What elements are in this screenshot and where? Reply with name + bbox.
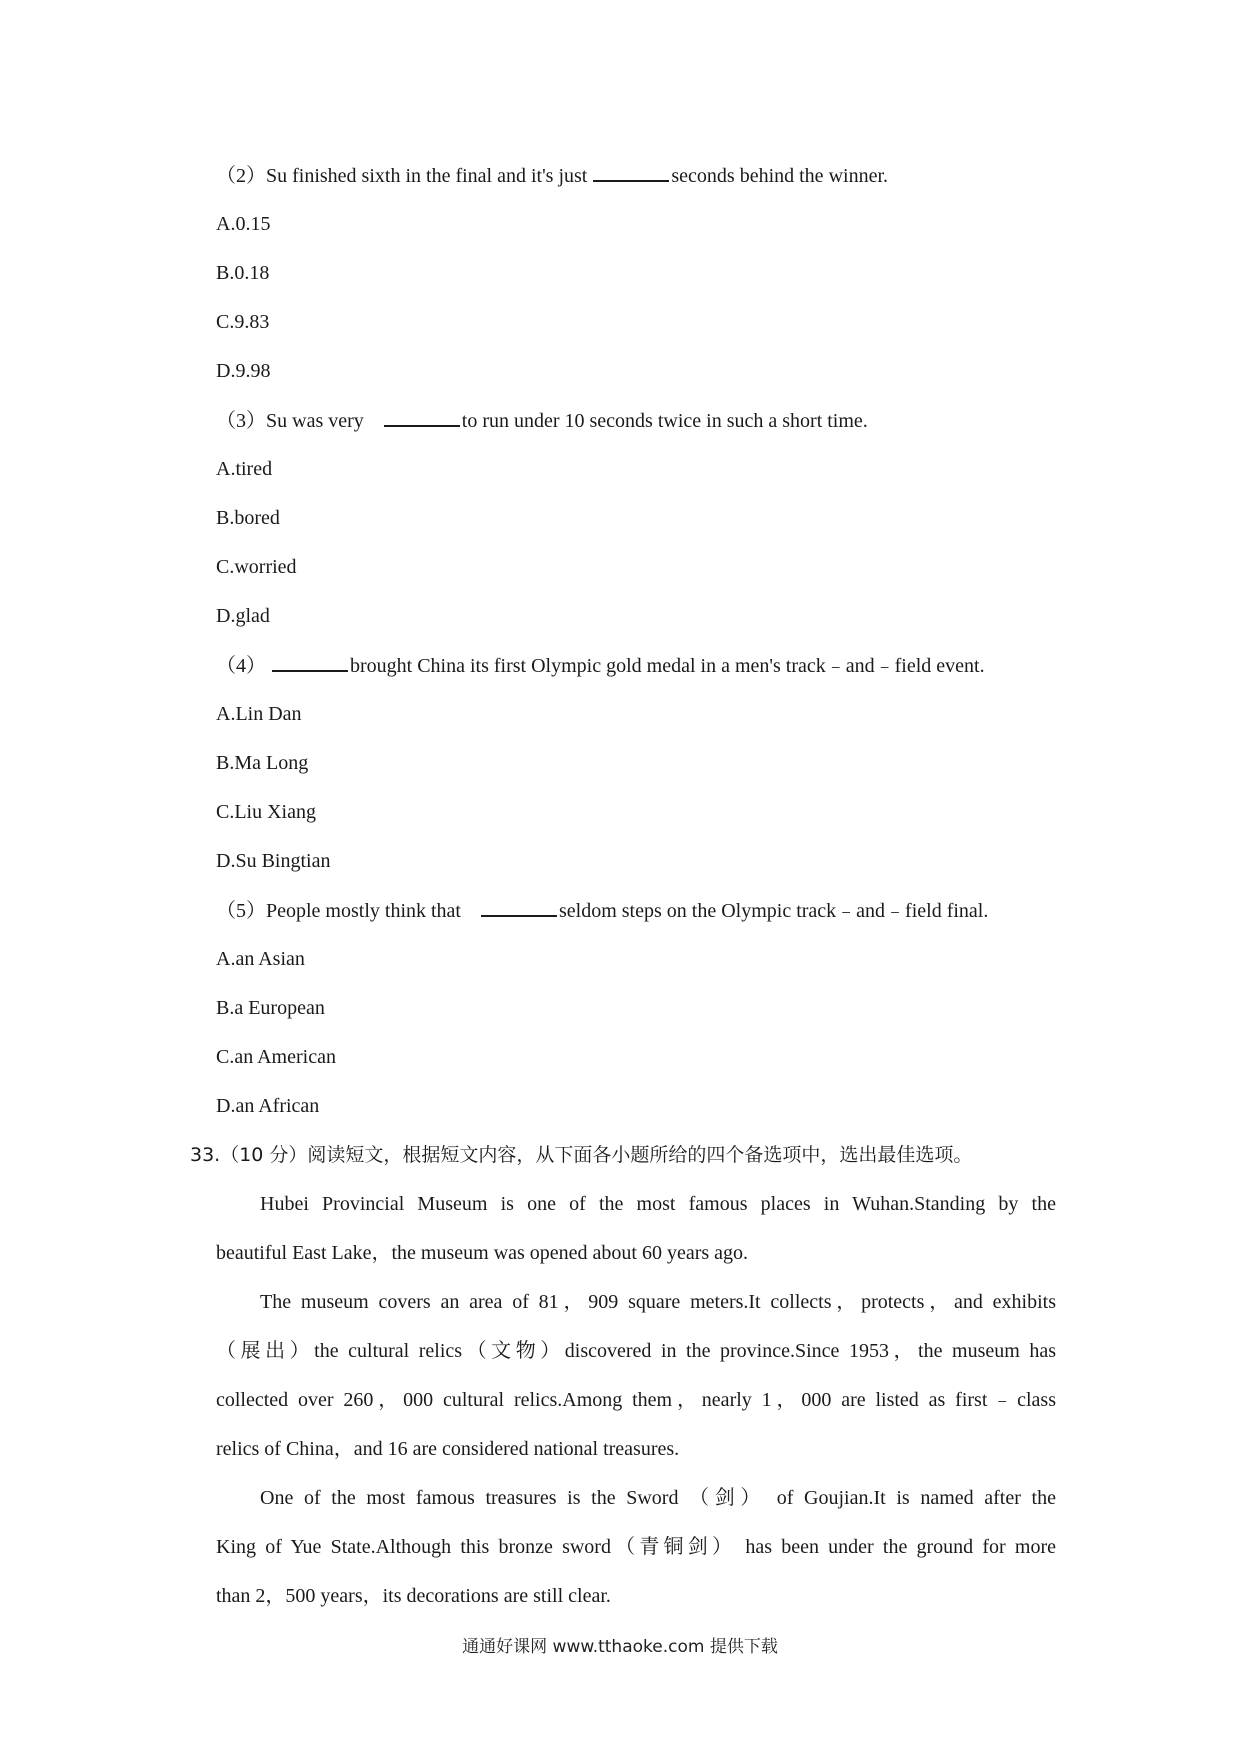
option-d: D.glad [216, 605, 270, 627]
answer-blank [481, 897, 557, 917]
option-d: D.9.98 [216, 360, 271, 382]
option-c: C.Liu Xiang [216, 801, 316, 823]
option-c: C.worried [216, 556, 297, 578]
question-4 [216, 652, 985, 679]
option-b: B.0.18 [216, 262, 270, 284]
option-d: D.an African [216, 1095, 320, 1117]
paragraph-3-line-3: than 2，500 years，its decorations are still clear. [216, 1585, 611, 1607]
option-c: C.an American [216, 1046, 336, 1068]
option-c: C.9.83 [216, 311, 270, 333]
paragraph-1-line-2: beautiful East Lake，the museum was opened about 60 years ago. [216, 1242, 749, 1264]
option-b: B.Ma Long [216, 752, 309, 774]
paragraph-2-line-4: relics of China，and 16 are considered national treasures. [216, 1438, 680, 1460]
question-5-prefix: （5）People mostly think that [216, 900, 461, 922]
answer-blank [384, 407, 460, 427]
question-5-suffix: seldom steps on the Olympic track﹣and﹣field final. [559, 900, 989, 922]
paragraph-1-line-1: Hubei Provincial Museum is one of the most famous places in Wuhan.Standing by the [260, 1193, 1056, 1215]
page-footer: 通通好课网 www.tthaoke.com 提供下载 [462, 1637, 778, 1657]
paragraph-3-line-2: King of Yue State.Although this bronze sword（青铜剑） has been under the ground for more [216, 1536, 1056, 1558]
question-2-prefix: （2）Su finished sixth in the final and it's just [216, 165, 588, 187]
option-b: B.bored [216, 507, 280, 529]
paragraph-2-line-2: （展出）the cultural relics（文物）discovered in the province.Since 1953，the museum has [216, 1340, 1056, 1362]
option-b: B.a European [216, 997, 325, 1019]
question-2-suffix: seconds behind the winner. [671, 165, 888, 187]
paragraph-2-line-3: collected over 260，000 cultural relics.Among them，nearly 1，000 are listed as first﹣class [216, 1389, 1056, 1411]
option-a: A.an Asian [216, 948, 305, 970]
paragraph-3-line-1: One of the most famous treasures is the Sword （剑） of Goujian.It is named after the [260, 1487, 1056, 1509]
question-3-prefix: （3）Su was very [216, 410, 364, 432]
answer-blank [593, 162, 669, 182]
question-4-prefix: （4） [216, 655, 266, 677]
option-a: A.Lin Dan [216, 703, 302, 725]
section-33-heading: 33.（10 分）阅读短文，根据短文内容，从下面各小题所给的四个备选项中，选出最佳选项。 [190, 1144, 973, 1166]
answer-blank [272, 652, 348, 672]
question-3 [216, 407, 868, 434]
option-d: D.Su Bingtian [216, 850, 331, 872]
question-3-suffix: to run under 10 seconds twice in such a short time. [461, 410, 868, 432]
paragraph-2-line-1: The museum covers an area of 81，909 square meters.It collects，protects，and exhibits [260, 1291, 1056, 1313]
question-5 [216, 897, 988, 924]
question-4-suffix: brought China its first Olympic gold medal in a men's track﹣and﹣field event. [350, 655, 985, 677]
question-2 [216, 162, 888, 189]
option-a: A.tired [216, 458, 273, 480]
option-a: A.0.15 [216, 213, 271, 235]
